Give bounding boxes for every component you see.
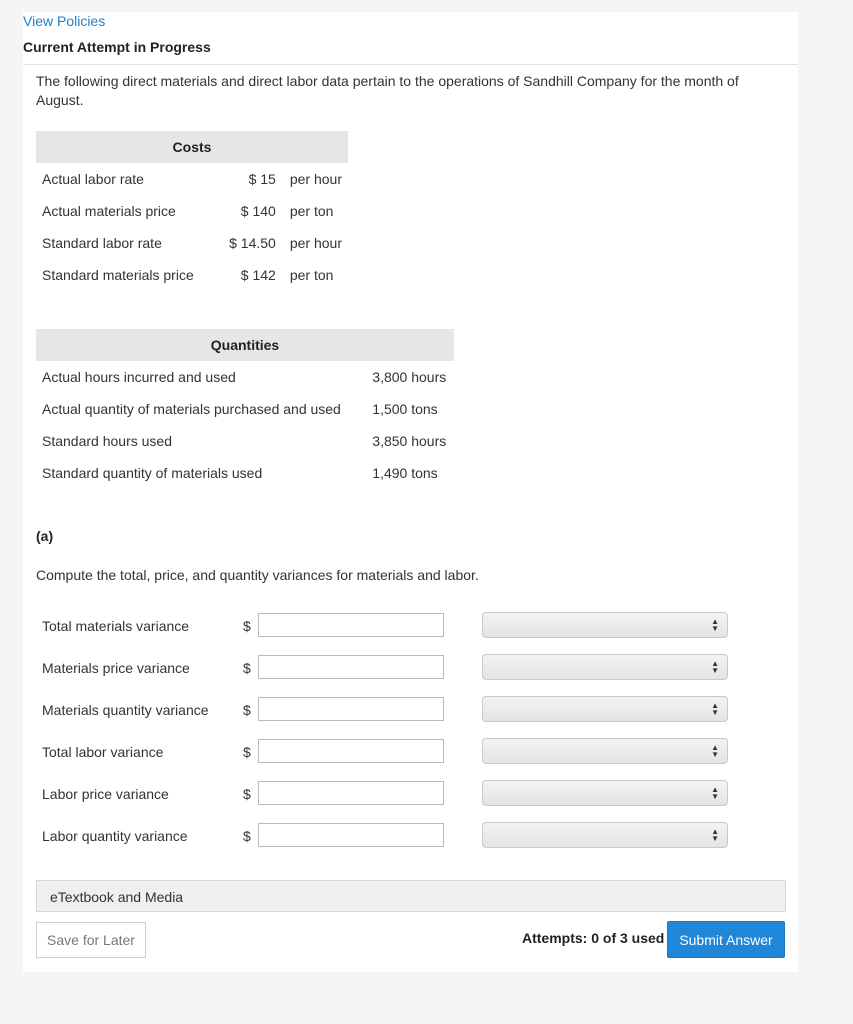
question-text: Compute the total, price, and quantity variances for materials and labor.	[36, 567, 479, 583]
labor-quantity-variance-input[interactable]	[258, 823, 444, 847]
labor-price-variance-input[interactable]	[258, 781, 444, 805]
cost-label: Standard materials price	[42, 267, 194, 283]
labor-price-variance-select[interactable]	[482, 780, 728, 806]
variance-row-total-labor	[36, 739, 736, 765]
attempts-counter: Attempts: 0 of 3 used	[522, 930, 665, 946]
table-row	[36, 259, 348, 291]
variance-row-materials-price	[36, 655, 736, 681]
variance-label: Labor price variance	[42, 786, 169, 802]
table-row	[36, 393, 454, 425]
save-for-later-button[interactable]: Save for Later	[36, 922, 146, 958]
table-row	[36, 361, 454, 393]
cost-label: Actual labor rate	[42, 171, 144, 187]
quantities-header: Quantities	[36, 329, 454, 361]
variance-label: Labor quantity variance	[42, 828, 188, 844]
variance-row-labor-price	[36, 781, 736, 807]
cost-amount: $ 142	[240, 267, 276, 283]
cost-amount: $ 140	[240, 203, 276, 219]
quantity-value: 3,850 hours	[372, 433, 447, 449]
costs-header: Costs	[36, 131, 348, 163]
quantity-value: 1,500 tons	[372, 401, 438, 417]
materials-quantity-variance-select[interactable]	[482, 696, 728, 722]
table-row	[36, 457, 454, 489]
variance-label: Materials quantity variance	[42, 702, 209, 718]
currency-symbol: $	[243, 744, 251, 760]
costs-table	[36, 131, 348, 291]
cost-unit: per ton	[289, 267, 334, 283]
table-row	[36, 163, 348, 195]
cost-label: Actual materials price	[42, 203, 176, 219]
table-row	[36, 425, 454, 457]
total-materials-variance-select[interactable]	[482, 612, 728, 638]
etextbook-media-bar[interactable]	[36, 880, 786, 912]
currency-symbol: $	[243, 702, 251, 718]
divider	[23, 64, 798, 65]
cost-unit: per ton	[289, 203, 334, 219]
part-label: (a)	[36, 528, 54, 544]
view-policies-link[interactable]: View Policies	[23, 13, 106, 29]
variance-label: Materials price variance	[42, 660, 190, 676]
up-down-arrows-icon: ▲ ▼	[711, 659, 719, 675]
cost-unit: per hour	[289, 171, 342, 187]
quantities-table	[36, 329, 454, 489]
variance-row-total-materials	[36, 613, 736, 639]
problem-intro: The following direct materials and direct labor data pertain to the operations of Sandhill Company for the month of August.	[36, 73, 739, 108]
variance-row-labor-quantity	[36, 823, 736, 849]
currency-symbol: $	[243, 828, 251, 844]
cost-amount: $ 14.50	[229, 235, 276, 251]
quantity-value: 3,800 hours	[372, 369, 447, 385]
up-down-arrows-icon: ▲ ▼	[711, 827, 719, 843]
table-row	[36, 195, 348, 227]
cost-label: Standard labor rate	[42, 235, 162, 251]
materials-price-variance-select[interactable]	[482, 654, 728, 680]
quantity-label: Standard quantity of materials used	[42, 465, 263, 481]
total-labor-variance-select[interactable]	[482, 738, 728, 764]
variance-row-materials-quantity	[36, 697, 736, 723]
currency-symbol: $	[243, 786, 251, 802]
attempt-title: Current Attempt in Progress	[23, 39, 211, 55]
materials-price-variance-input[interactable]	[258, 655, 444, 679]
variance-label: Total materials variance	[42, 618, 190, 634]
quantity-label: Actual hours incurred and used	[42, 369, 236, 385]
materials-quantity-variance-input[interactable]	[258, 697, 444, 721]
submit-answer-button[interactable]: Submit Answer	[667, 921, 785, 958]
quantity-value: 1,490 tons	[372, 465, 438, 481]
total-labor-variance-input[interactable]	[258, 739, 444, 763]
etextbook-label: eTextbook and Media	[50, 889, 184, 905]
up-down-arrows-icon: ▲ ▼	[711, 701, 719, 717]
up-down-arrows-icon: ▲ ▼	[711, 743, 719, 759]
quantity-label: Standard hours used	[42, 433, 172, 449]
quantity-label: Actual quantity of materials purchased and used	[42, 401, 341, 417]
currency-symbol: $	[243, 618, 251, 634]
cost-unit: per hour	[289, 235, 342, 251]
variance-label: Total labor variance	[42, 744, 164, 760]
question-card	[23, 12, 798, 972]
currency-symbol: $	[243, 660, 251, 676]
table-row	[36, 227, 348, 259]
labor-quantity-variance-select[interactable]	[482, 822, 728, 848]
total-materials-variance-input[interactable]	[258, 613, 444, 637]
up-down-arrows-icon: ▲ ▼	[711, 617, 719, 633]
up-down-arrows-icon: ▲ ▼	[711, 785, 719, 801]
cost-amount: $ 15	[248, 171, 276, 187]
